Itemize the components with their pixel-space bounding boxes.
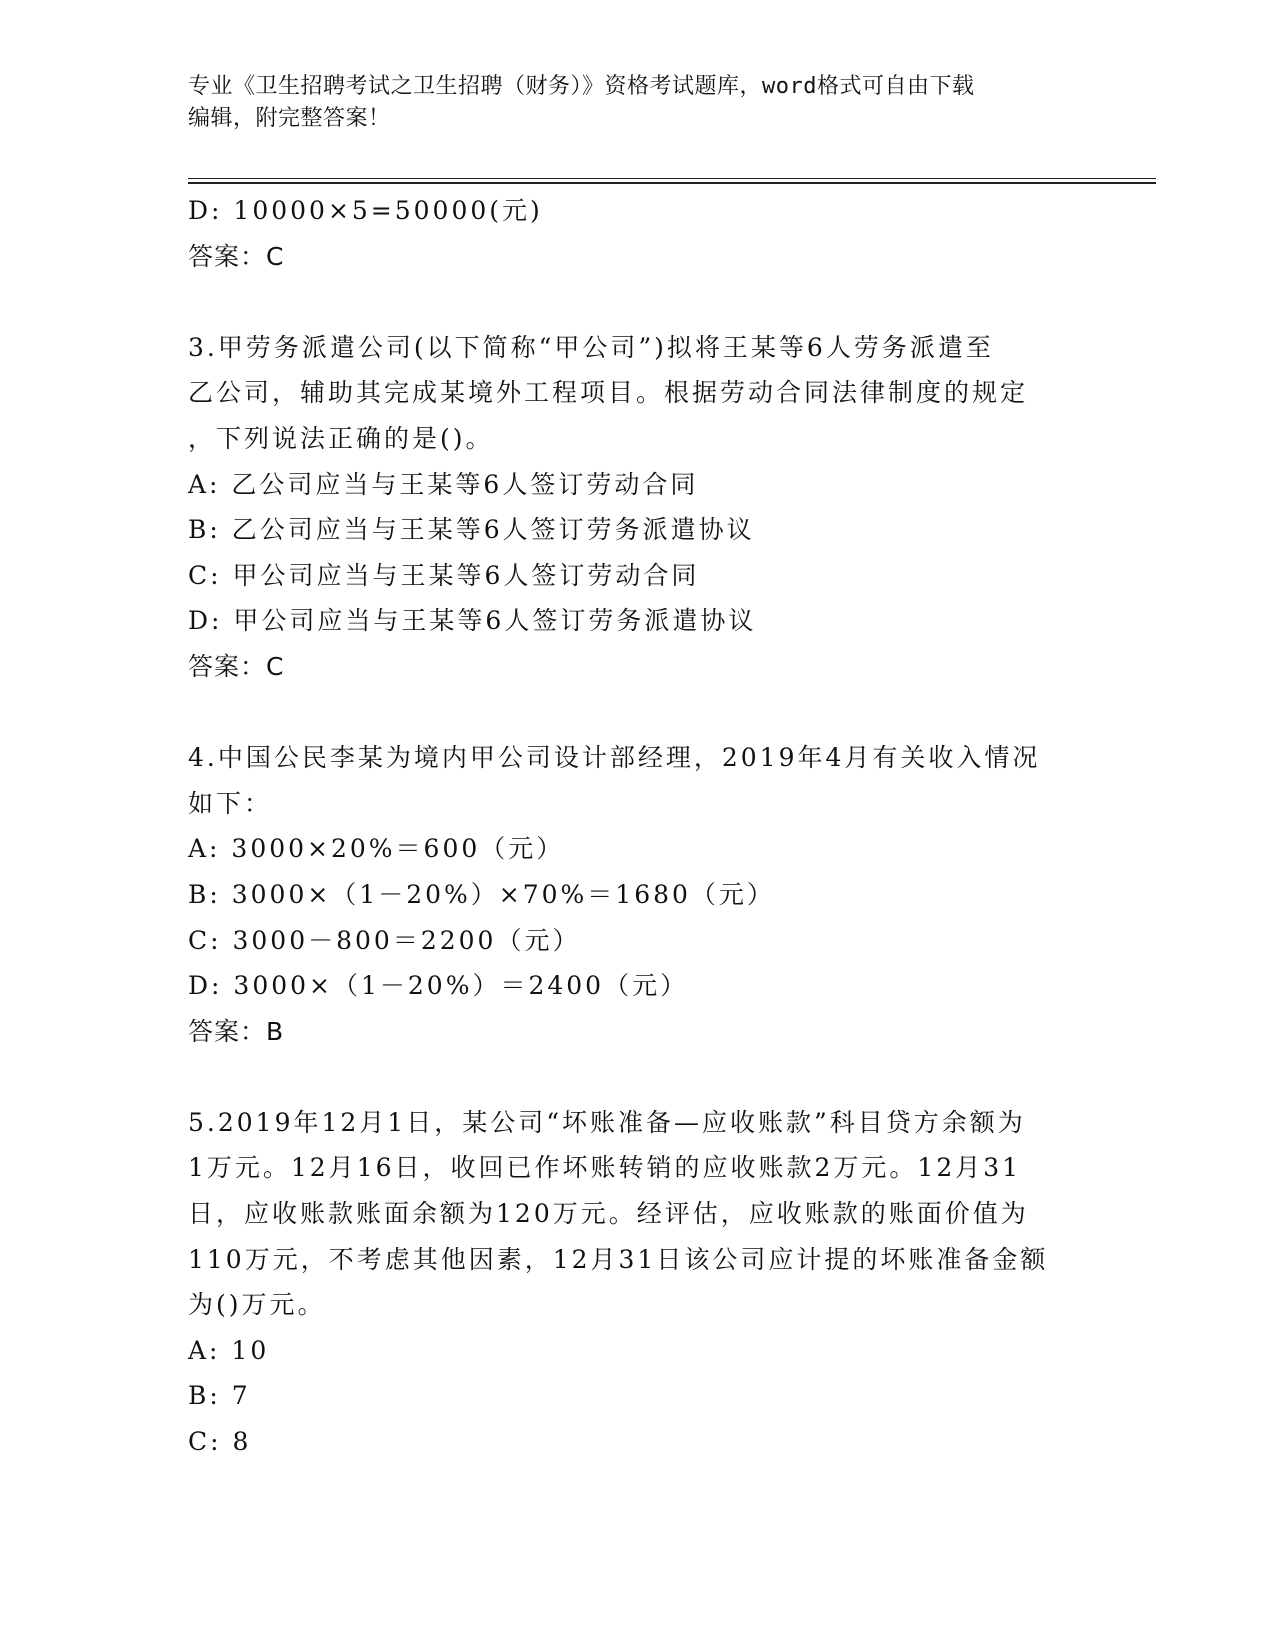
header-line-2: 编辑，附完整答案！ [188, 106, 391, 131]
option-d: D: 10000×5=50000(元) [188, 196, 543, 225]
question-5 [188, 1100, 1088, 1465]
option-a: A: 乙公司应当与王某等6人签订劳动合同 [188, 469, 699, 499]
answer-line: 答案：C [188, 651, 285, 681]
question-2-tail [188, 188, 1088, 279]
answer-line: 答案：B [188, 1016, 285, 1046]
question-stem-line: ，下列说法正确的是()。 [188, 423, 494, 453]
question-4 [188, 735, 1088, 1054]
header-line-1: 专业《卫生招聘考试之卫生招聘（财务）》资格考试题库，word格式可自由下载 [188, 74, 975, 99]
question-stem-line: 1万元。12月16日，收回已作坏账转销的应收账款2万元。12月31 [188, 1153, 1022, 1183]
option-c: C: 甲公司应当与王某等6人签订劳动合同 [188, 560, 700, 590]
option-b: B: 7 [188, 1381, 251, 1411]
option-b: B: 乙公司应当与王某等6人签订劳务派遣协议 [188, 515, 755, 545]
spacer [188, 1054, 1088, 1100]
option-b: B: 3000×（1－20%）×70%＝1680（元） [188, 879, 775, 909]
question-stem-line: 日，应收账款账面余额为120万元。经评估，应收账款的账面价值为 [188, 1199, 1029, 1229]
option-a: A: 3000×20%＝600（元） [188, 834, 565, 864]
option-d: D: 甲公司应当与王某等6人签订劳务派遣协议 [188, 606, 757, 636]
option-d: D: 3000×（1－20%）＝2400（元） [188, 971, 689, 1001]
header-divider-thick [188, 182, 1156, 184]
option-c: C: 3000－800＝2200（元） [188, 925, 581, 955]
question-stem-line: 5.2019年12月1日，某公司“坏账准备—应收账款”科目贷方余额为 [188, 1107, 1026, 1137]
question-3 [188, 325, 1088, 690]
question-stem-line: 4.中国公民李某为境内甲公司设计部经理，2019年4月有关收入情况 [188, 743, 1041, 773]
header-divider-thin [188, 178, 1156, 179]
answer-line: 答案：C [188, 241, 285, 271]
option-a: A: 10 [188, 1335, 270, 1365]
question-content [188, 188, 1088, 1465]
option-c: C: 8 [188, 1427, 252, 1457]
question-stem-line: 如下： [188, 788, 273, 818]
question-stem-line: 为()万元。 [188, 1290, 326, 1320]
question-stem-line: 乙公司，辅助其完成某境外工程项目。根据劳动合同法律制度的规定 [188, 378, 1029, 408]
spacer [188, 279, 1088, 325]
question-stem-line: 3.甲劳务派遣公司(以下简称“甲公司”)拟将王某等6人劳务派遣至 [188, 332, 994, 362]
question-stem-line: 110万元，不考虑其他因素，12月31日该公司应计提的坏账准备金额 [188, 1244, 1049, 1274]
page-header [188, 71, 1068, 135]
spacer [188, 690, 1088, 736]
